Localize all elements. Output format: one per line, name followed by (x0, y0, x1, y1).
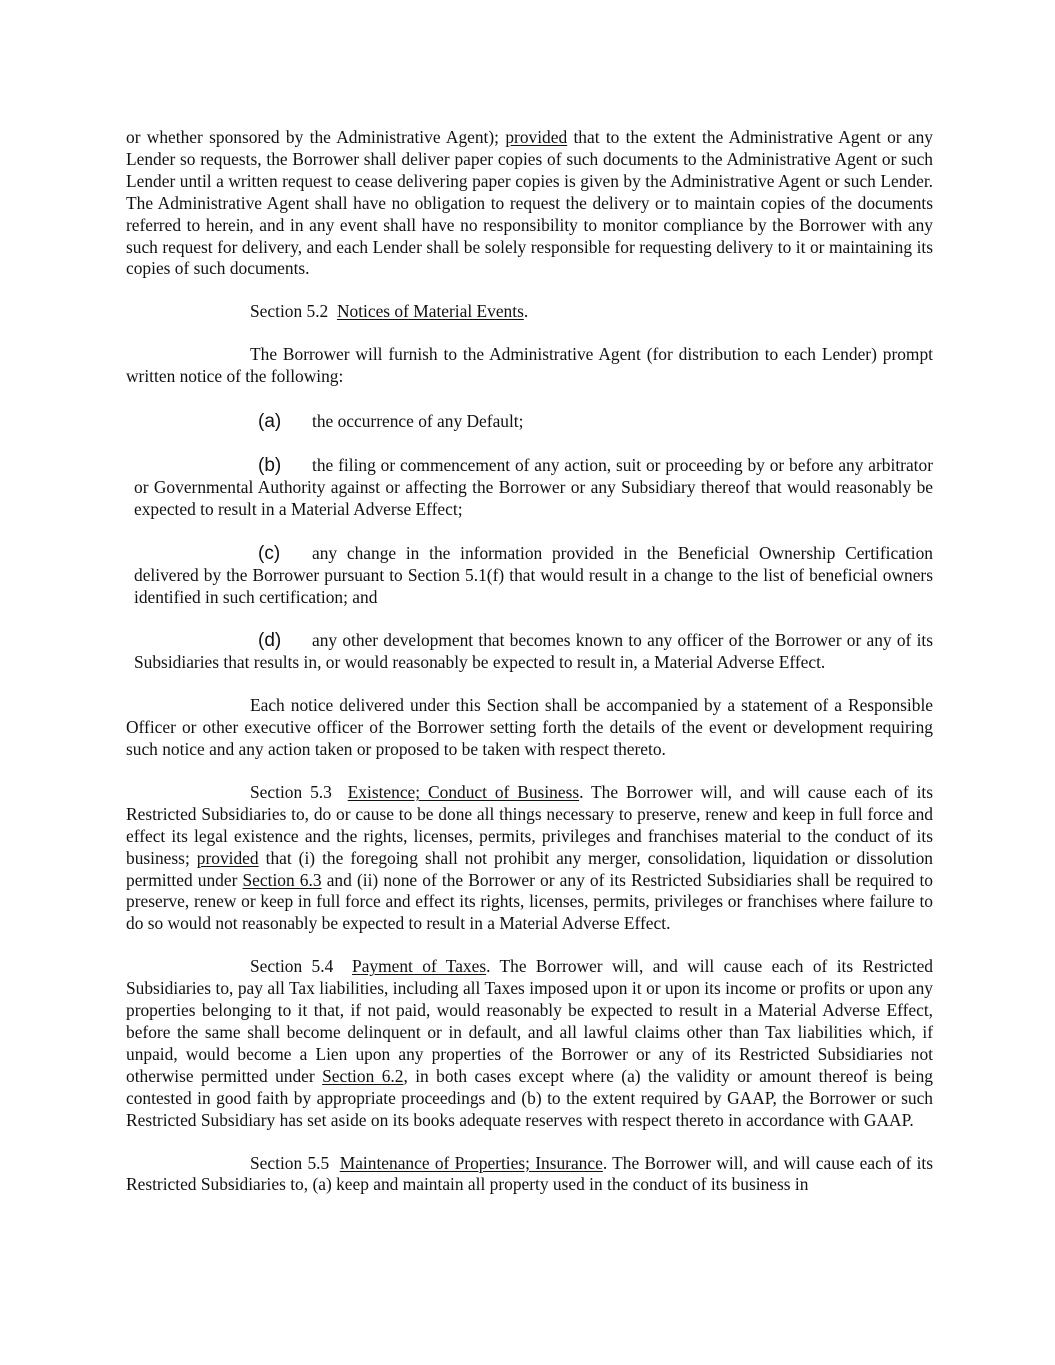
section-reference: Section 6.3 (242, 869, 322, 890)
list-item-a (134, 411, 933, 433)
text-segment: , in both cases except where (a) the validity or amount thereof is being contested in good faith by appropriate proceedings and (b) to the extent required by GAAP, the Borrower or such Restricted Subsidiary has set aside on its books adequate reserves with respect thereto in accordance with GAAP. (126, 1065, 933, 1130)
document-page (126, 127, 933, 1196)
list-label: (a) (258, 411, 282, 433)
section-number: Section 5.3 (250, 781, 332, 802)
paragraph-each-notice: Each notice delivered under this Section shall be accompanied by a statement of a Responsible Officer or other executive officer of the Borrower setting forth the details of the event or development requiring such notice and any action taken or proposed to be taken with respect thereto. (126, 695, 933, 760)
list-text: the occurrence of any Default; (312, 411, 524, 432)
section-number: Section 5.4 (250, 956, 334, 977)
heading-period: . (523, 301, 529, 322)
paragraph-furnish-notice: The Borrower will furnish to the Administrative Agent (for distribution to each Lender) prompt written notice of the following: (126, 344, 933, 387)
section-title: Notices of Material Events (336, 301, 524, 322)
text-segment: or whether sponsored by the Administrative Agent); (126, 127, 500, 147)
section-5-2-heading (126, 301, 933, 323)
list-item-b (134, 455, 933, 521)
list-text: any other development that becomes known to any officer of the Borrower or any of its Subsidiaries that results in, or would reasonably be expected to result in, a Material Adverse Effect. (134, 630, 933, 673)
list-text: the filing or commencement of any action, suit or proceeding by or before any arbitrator or Governmental Authority against or affecting the Borrower or any Subsidiary thereof that would reasonably be expected to result in a Material Adverse Effect; (134, 454, 933, 519)
section-title: Existence; Conduct of Business (347, 781, 580, 802)
text-segment: . The Borrower will, and will cause each of its Restricted Subsidiaries to, do or cause to be done all things necessary to preserve, renew and keep in full force and effect its legal existence and the rights, licenses, permits, privileges and franchises material to the conduct of its business; (126, 781, 934, 868)
paragraph-delivery-copies (126, 127, 933, 280)
section-title: Maintenance of Properties; Insurance (339, 1152, 603, 1173)
list-item-d (134, 630, 933, 674)
text-segment: that to the extent the Administrative Agent or any Lender so requests, the Borrower shall deliver paper copies of such documents to the Administrative Agent or such Lender until a written request to cease delivering paper copies is given by the Administrative Agent or such Lender. The Administrative Agent shall have no obligation to request the delivery or to maintain copies of the documents referred to herein, and in any event shall have no responsibility to monitor compliance by the Borrower with any such request for delivery, and each Lender shall be solely responsible for requesting delivery to it or maintaining its copies of such documents. (126, 127, 933, 279)
section-reference: Section 6.2 (322, 1065, 404, 1086)
text-segment: and (ii) none of the Borrower or any of its Restricted Subsidiaries shall be required to preserve, renew or keep in full force and effect its rights, licenses, permits, privileges or franchises where failure to do so would not reasonably be expected to result in a Material Adverse Effect. (126, 869, 933, 934)
section-number: Section 5.5 (250, 1152, 330, 1173)
section-title: Payment of Taxes (352, 956, 487, 977)
list-label: (b) (258, 454, 282, 476)
section-5-3-paragraph (126, 782, 933, 935)
list-text: any change in the information provided in the Beneficial Ownership Certification delivered by the Borrower pursuant to Section 5.1(f) that would result in a change to the list of beneficial owners identified in such certification; and (134, 542, 933, 607)
text-segment: . The Borrower will, and will cause each of its Restricted Subsidiaries to, pay all Tax liabilities, including all Taxes imposed upon it or upon its income or profits or upon any properties belonging to it that, if not paid, would reasonably be expected to result in a Material Adverse Effect, before the same shall become delinquent or in default, and all lawful claims other than Tax liabilities which, if unpaid, would become a Lien upon any properties of the Borrower or any of its Restricted Subsidiaries not otherwise permitted under (126, 956, 934, 1086)
list-label: (d) (258, 630, 282, 652)
section-5-4-paragraph (126, 956, 933, 1131)
list-item-c (134, 543, 933, 609)
section-number: Section 5.2 (250, 301, 329, 322)
text-segment: . The Borrower will, and will cause each of its Restricted Subsidiaries to, (a) keep and maintain all property used in the conduct of its business in (126, 1152, 934, 1195)
section-5-5-paragraph (126, 1153, 933, 1197)
provided-term: provided (196, 847, 259, 868)
list-label: (c) (258, 542, 281, 564)
provided-term: provided (505, 127, 568, 147)
text-segment: that (i) the foregoing shall not prohibit any merger, consolidation, liquidation or dissolution permitted under (126, 847, 933, 890)
